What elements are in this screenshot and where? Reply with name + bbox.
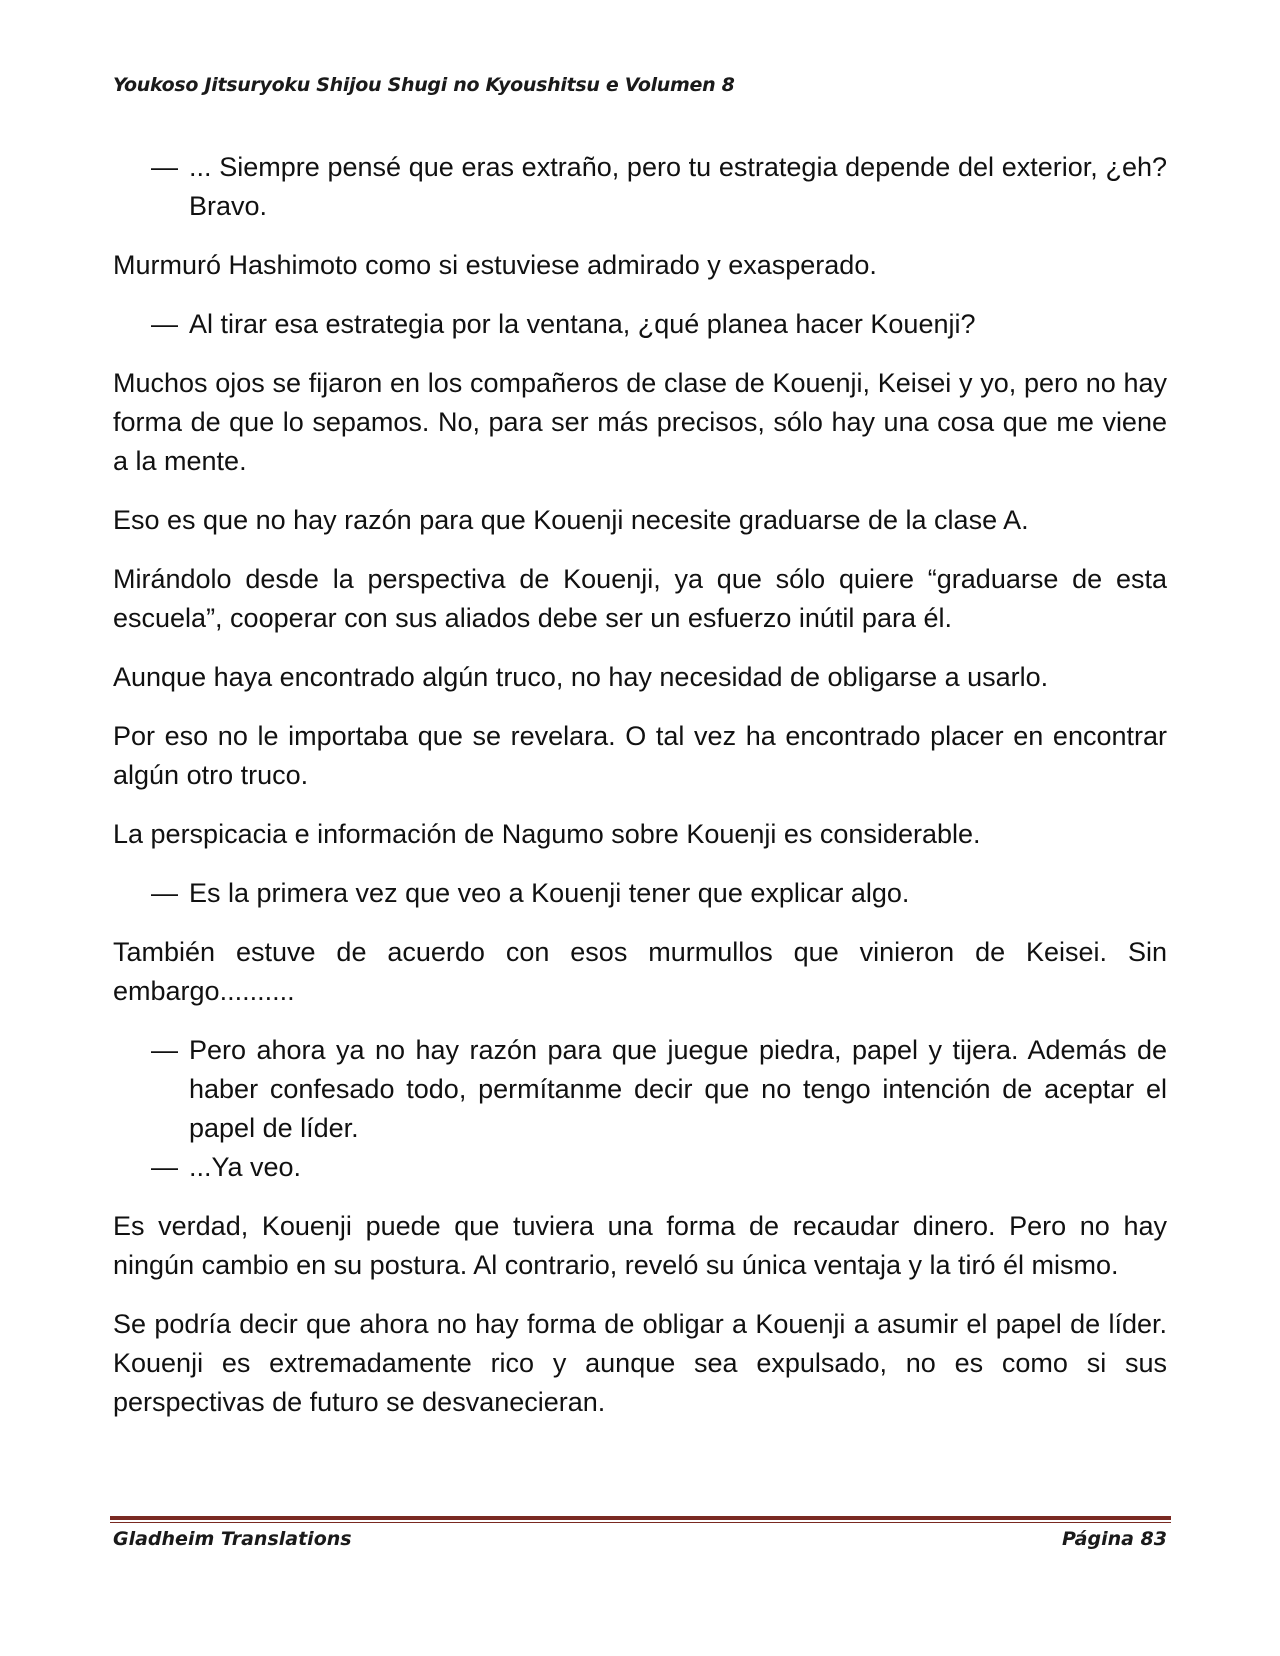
dialog-dash: — (151, 1152, 178, 1182)
dialog-dash: — (151, 878, 178, 908)
dialog-line (113, 874, 1167, 913)
paragraph: Eso es que no hay razón para que Kouenji necesite graduarse de la clase A. (113, 505, 1029, 535)
paragraph: Murmuró Hashimoto como si estuviese admirado y exasperado. (113, 250, 877, 280)
dialog-dash: — (151, 309, 178, 339)
paragraph: La perspicacia e información de Nagumo sobre Kouenji es considerable. (113, 819, 981, 849)
dialog-dash: — (151, 152, 178, 182)
paragraph: Mirándolo desde la perspectiva de Kouenji, ya que sólo quiere “graduarse de esta escuela”, cooperar con sus aliados debe ser un esfuerzo inútil para él. (113, 564, 1167, 633)
paragraph: Por eso no le importaba que se revelara. O tal vez ha encontrado placer en encontrar algún otro truco. (113, 721, 1167, 790)
footer-page-number: Página 83 (1061, 1528, 1167, 1550)
paragraph: Muchos ojos se fijaron en los compañeros de clase de Kouenji, Keisei y yo, pero no hay forma de que lo sepamos. No, para ser más precisos, sólo hay una cosa que me viene a la mente. (113, 368, 1167, 476)
paragraph: También estuve de acuerdo con esos murmullos que vinieron de Keisei. Sin embargo.......... (113, 937, 1167, 1006)
footer-divider (110, 1516, 1171, 1520)
paragraph: Aunque haya encontrado algún truco, no hay necesidad de obligarse a usarlo. (113, 662, 1049, 692)
dialog-text: Al tirar esa estrategia por la ventana, ¿qué planea hacer Kouenji? (189, 309, 976, 339)
dialog-line (113, 1148, 1167, 1187)
paragraph: Se podría decir que ahora no hay forma de obligar a Kouenji a asumir el papel de líder. Kouenji es extremadamente rico y aunque sea expulsado, no es como si sus perspectivas de futuro se desvanecieran. (113, 1309, 1167, 1417)
page-header-title: Youkoso Jitsuryoku Shijou Shugi no Kyoushitsu e Volumen 8 (113, 74, 735, 96)
footer-divider-thin (110, 1522, 1171, 1523)
dialog-line (113, 148, 1167, 226)
dialog-text: ...Ya veo. (189, 1152, 302, 1182)
footer-translator-credit: Gladheim Translations (113, 1528, 352, 1550)
paragraph: Es verdad, Kouenji puede que tuviera una forma de recaudar dinero. Pero no hay ningún cambio en su postura. Al contrario, reveló su única ventaja y la tiró él mismo. (113, 1211, 1167, 1280)
dialog-line (113, 305, 1167, 344)
dialog-text: Es la primera vez que veo a Kouenji tener que explicar algo. (189, 878, 910, 908)
dialog-text: Pero ahora ya no hay razón para que juegue piedra, papel y tijera. Además de haber confesado todo, permítanme decir que no tengo intención de aceptar el papel de líder. (189, 1035, 1167, 1143)
dialog-dash: — (151, 1035, 178, 1065)
page-body (113, 148, 1167, 1442)
dialog-text: ... Siempre pensé que eras extraño, pero tu estrategia depende del exterior, ¿eh? Bravo. (189, 152, 1167, 221)
dialog-line (113, 1031, 1167, 1148)
